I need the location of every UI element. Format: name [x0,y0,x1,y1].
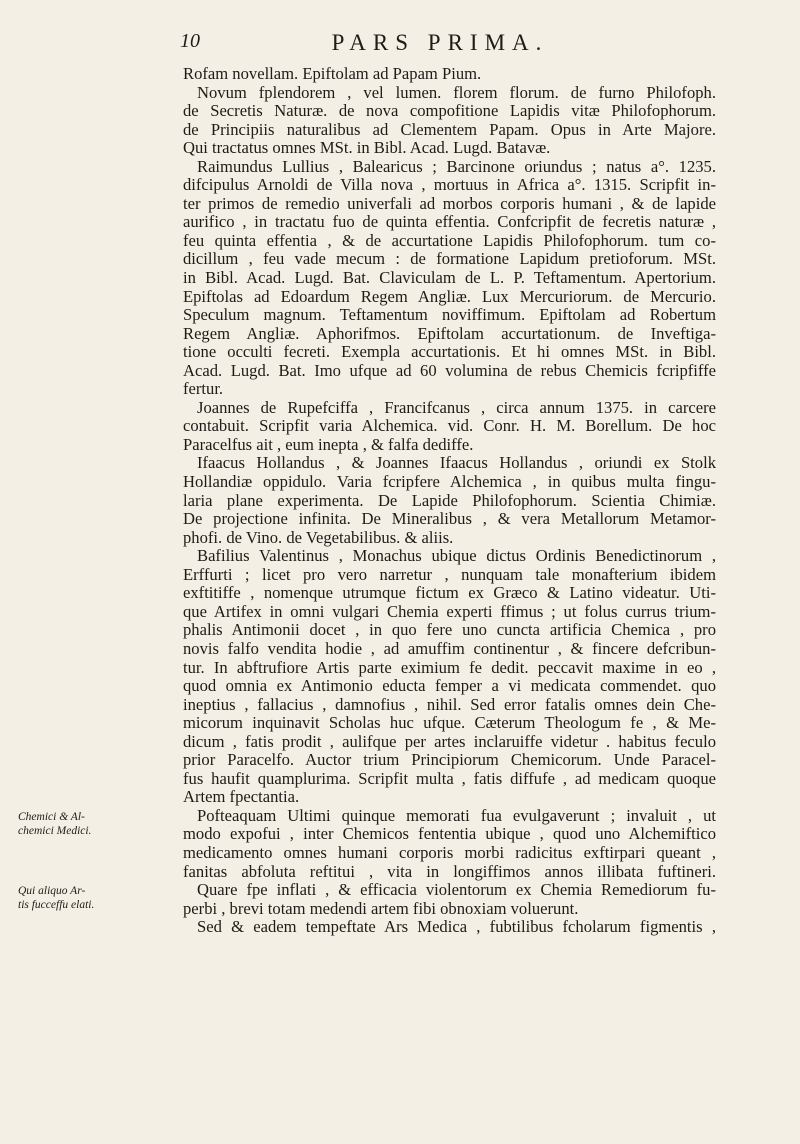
text-line: tione occulti fecreti. Exempla accurtationis. Et hi omnes MSt. in Bibl. [183,342,716,362]
text-line: Sed & eadem tempeftate Ars Medica , fubtilibus fcholarum figmentis , [197,917,716,937]
text-line: que Artifex in omni vulgari Chemia experti ffimus ; ut folus currus trium- [183,601,716,621]
text-line: Regem Angliæ. Aphorifmos. Epiftolam accurtationum. de Inveftiga- [183,323,716,343]
text-line: Erffurti ; licet pro vero narretur , nunquam tale monafterium ibidem [183,564,716,584]
text-line: fus haufit quamplurima. Scripfit multa , fatis diffufe , ad medicam quoque [183,768,716,788]
text-line: de Principiis naturalibus ad Clementem Papam. Opus in Arte Majore. [183,119,716,139]
text-line: novis falfo vendita hodie , ad amuffim continentur , & fincere defcribun- [183,638,716,658]
text-line: De projectione infinita. De Mineralibus , & vera Metallorum Metamor- [183,509,716,529]
text-line: prior Paracelfo. Auctor trium Principiorum Chemicorum. Unde Paracel- [183,750,716,770]
text-line: micorum inquinavit Scholas huc ufque. Cæterum Theologum fe , & Me- [183,713,716,733]
text-line: ter primos de remedio univerfali ad morbos corporis humani , & de lapide [183,193,716,213]
text-line: Raimundus Lullius , Balearicus ; Barcinone oriundus ; natus a°. 1235. [197,156,716,176]
text-line: exftitiffe , nomenque utrumque fictum ex Græco & Latino videatur. Uti- [183,583,716,603]
margin-note [18,884,168,912]
text-line: Hollandiæ oppidulo. Varia fcripfere Alchemica , in quibus multa fingu- [183,472,716,492]
page-number: 10 [180,30,200,52]
margin-note [18,810,168,838]
text-line: ineptius , fallacius , damnofius , nihil. Sed error fatalis omnes dein Che- [183,694,716,714]
text-line: modo expofui , inter Chemicos fententia ubique , quod uno Alchemiftico [183,824,716,844]
text-line: phalis Antimonii docet , in quo fere uno cuncta artificia Chemica , pro [183,620,716,640]
margin-note-line: Qui aliquo Ar- [18,885,86,898]
text-line: phofi. de Vino. de Vegetabilibus. & aliis. [183,527,454,547]
text-line: Joannes de Rupefciffa , Francifcanus , circa annum 1375. in carcere [197,397,716,417]
text-line: Artem fpectantia. [183,787,300,807]
text-line: dicum , fatis prodit , aulifque per artes inclaruiffe videtur . habitus feculo [183,731,716,751]
text-line: Novum fplendorem , vel lumen. florem florum. de furno Philofoph. [197,82,716,102]
margin-note-line: Chemici & Al- [18,811,85,823]
text-line: medicamento omnes humani corporis morbi radicitus exftirpari queant , [183,842,716,862]
text-line: Pofteaquam Ultimi quinque memorati fua evulgaverunt ; invaluit , ut [197,805,716,825]
text-line: fanitas abfoluta reftitui , vita in longiffimos annos illibata fuftineri. [183,861,716,881]
text-line: perbi , brevi totam medendi artem fibi obnoxiam voluerunt. [183,898,579,918]
text-line: Paracelfus ait , eum inepta , & falfa dediffe. [183,434,474,454]
text-line: Speculum magnum. Teftamentum noviffimum. Epiftolam ad Robertum [183,305,716,325]
text-line: Quare fpe inflati , & efficacia violentorum ex Chemia Remediorum fu- [197,880,716,900]
text-line: contabuit. Scripfit varia Alchemica. vid. Conr. H. M. Borellum. De hoc [183,416,716,436]
text-line: in Bibl. Acad. Lugd. Bat. Claviculam de L. P. Teftamentum. Apertorium. [183,268,716,288]
running-title: PARS PRIMA. [331,30,549,55]
body-text [183,65,716,937]
text-line: Bafilius Valentinus , Monachus ubique dictus Ordinis Benedictinorum , [197,546,716,566]
text-line: difcipulus Arnoldi de Villa nova , mortuus in Africa a°. 1315. Scripfit in- [183,175,716,195]
text-line: Epiftolas ad Edoardum Regem Angliæ. Lux Mercuriorum. de Mercurio. [183,286,716,306]
text-line: fertur. [183,379,224,399]
text-line: aurifico , in tractatu fuo de quinta effentia. Confcripfit de fecretis naturæ , [183,212,716,232]
page-header [180,30,700,60]
text-line: de Secretis Naturæ. de nova compofitione Lapidis vitæ Philofophorum. [183,101,716,121]
margin-note-line: tis fucceffu elati. [18,899,95,912]
text-line: Qui tractatus omnes MSt. in Bibl. Acad. Lugd. Batavæ. [183,138,551,158]
text-line: Rofam novellam. Epiftolam ad Papam Pium. [183,64,482,83]
text-line: quod omnia ex Antimonio educta femper a vi medicata commendet. quo [183,676,716,696]
text-line: tur. In abftrufiore Artis parte eximium fe dedit. peccavit maxime in eo , [183,657,716,677]
margin-note-line: chemici Medici. [18,825,92,837]
text-line: feu quinta effentia , & de accurtatione Lapidis Philofophorum. tum co- [183,230,716,250]
text-line: dicillum , feu vade mecum : de formatione Lapidum pretioforum. MSt. [183,249,716,269]
text-line: Acad. Lugd. Bat. Imo ufque ad 60 volumina de rebus Chemicis fcripfiffe [183,360,716,380]
text-line: Ifaacus Hollandus , & Joannes Ifaacus Hollandus , oriundi ex Stolk [197,453,716,473]
text-line: laria plane experimenta. De Lapide Philofophorum. Scientia Chimiæ. [183,490,716,510]
